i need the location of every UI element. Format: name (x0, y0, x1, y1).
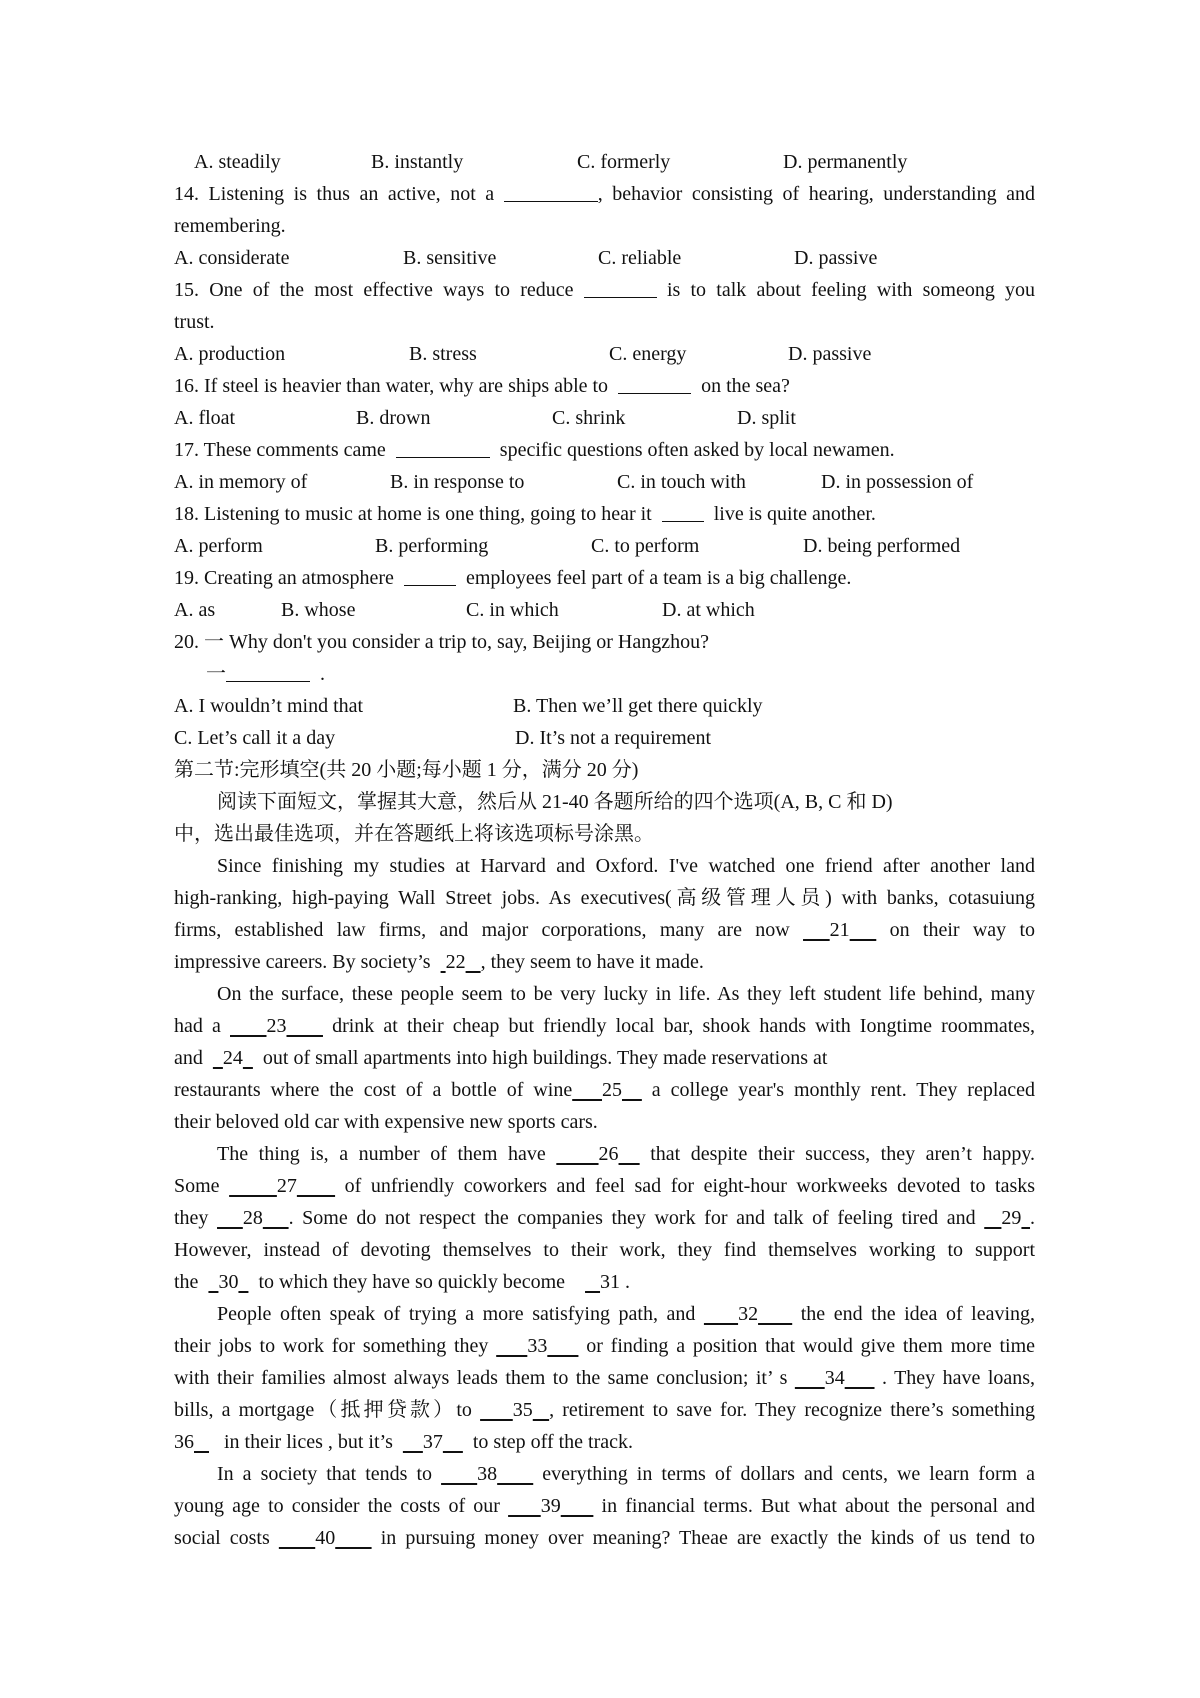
text: with their families almost always leads them to the same conclusion; it’ s (174, 1367, 788, 1389)
blank-number: 35 (512, 1399, 533, 1421)
q19-stem-text: 19. Creating an atmosphere (174, 567, 394, 589)
blank-39 (508, 1495, 593, 1517)
q17-stem-text-2: specific questions often asked by local newamen. (499, 439, 895, 461)
q13-option-a: A. steadily (194, 151, 281, 173)
q13-options (174, 146, 1035, 178)
text: bills, a mortgage（抵押贷款）to (174, 1399, 472, 1421)
q13-option-d: D. permanently (783, 151, 908, 173)
q18-option-d: D. being performed (803, 535, 961, 557)
blank-number: 26 (598, 1143, 619, 1165)
q20-period: . (320, 663, 325, 685)
q16-option-a: A. float (174, 407, 236, 429)
q13-option-b: B. instantly (371, 151, 464, 173)
blank-37 (403, 1431, 463, 1453)
q17-option-a: A. in memory of (174, 471, 308, 493)
blank-26 (556, 1143, 639, 1165)
blank-21 (803, 919, 876, 941)
q15-stem-cont: trust. (174, 311, 215, 333)
section2-instructions: 阅读下面短文，掌握其大意，然后从 21-40 各题所给的四个选项(A, B, C 和 D) (217, 791, 893, 813)
passage-p4-line4 (174, 1394, 1035, 1426)
q20-dash: 一 (206, 663, 226, 685)
blank-number: 21 (829, 919, 850, 941)
text: out of small apartments into high buildings. They made reservations at (262, 1047, 828, 1069)
passage-p3-line5 (174, 1266, 1035, 1298)
q14-stem (174, 178, 1035, 210)
blank-31 (585, 1271, 630, 1293)
passage-p3-line4: However, instead of devoting themselves to their work, they find themselves working to support (174, 1239, 1035, 1261)
q20-options-row1 (174, 690, 1035, 722)
blank-number: 28 (242, 1207, 263, 1229)
text: . Some do not respect the companies they work for and talk of feeling tired and (288, 1207, 976, 1229)
blank-number: 27 (276, 1175, 297, 1197)
q16-stem (174, 370, 1035, 402)
blank-number: 32 (738, 1303, 759, 1325)
passage-p5-line3 (174, 1522, 1035, 1554)
passage-p3-line1 (174, 1138, 1035, 1170)
q15-option-a: A. production (174, 343, 286, 365)
passage-p1-line3 (174, 914, 1035, 946)
q18-option-c: C. to perform (591, 535, 700, 557)
blank-number: 38 (477, 1463, 498, 1485)
passage-p4-line1 (174, 1298, 1035, 1330)
q17-options (174, 466, 1035, 498)
passage-p2-line2 (174, 1010, 1035, 1042)
q15-stem-text-2: is to talk about feeling with someong you (666, 279, 1036, 301)
q17-stem-text: 17. These comments came (174, 439, 386, 461)
blank-38 (441, 1463, 533, 1485)
q20-answer-line (174, 658, 1035, 690)
q17-option-b: B. in response to (390, 471, 525, 493)
blank-24 (213, 1047, 253, 1069)
q16-option-c: C. shrink (552, 407, 626, 429)
q19-stem-text-2: employees feel part of a team is a big challenge. (465, 567, 852, 589)
q15-blank (584, 275, 657, 298)
q15-option-b: B. stress (409, 343, 477, 365)
blank-25 (572, 1079, 642, 1101)
blank-33 (496, 1335, 578, 1357)
q14-option-d: D. passive (794, 247, 878, 269)
q18-stem-text-2: live is quite another. (713, 503, 876, 525)
text: the end the idea of leaving, (800, 1303, 1036, 1325)
text: young age to consider the costs of our (174, 1495, 500, 1517)
passage-p4-line5 (174, 1426, 1035, 1458)
blank-36 (174, 1431, 209, 1453)
q17-option-c: C. in touch with (617, 471, 746, 493)
q15-stem (174, 274, 1035, 306)
blank-34 (795, 1367, 875, 1389)
blank-number: 29 (1001, 1207, 1022, 1229)
q20-option-c: C. Let’s call it a day (174, 727, 336, 749)
text: a college year's monthly rent. They replaced (651, 1079, 1036, 1101)
passage-p1-line4 (174, 946, 1035, 978)
text: they (174, 1207, 209, 1229)
text: in their lices , but it’s (224, 1431, 393, 1453)
blank-number: 36 (174, 1431, 194, 1453)
blank-40 (279, 1527, 372, 1549)
passage-p1-line1: Since finishing my studies at Harvard and Oxford. I've watched one friend after another land (217, 855, 1035, 877)
text: impressive careers. By society’s (174, 951, 431, 973)
text: People often speak of trying a more satisfying path, and (217, 1303, 696, 1325)
text: or finding a position that would give them more time (586, 1335, 1036, 1357)
passage-p2-line4 (174, 1074, 1035, 1106)
q15-stem-text: 15. One of the most effective ways to reduce (174, 279, 574, 301)
text: . (1030, 1207, 1036, 1229)
passage-p5-line1 (174, 1458, 1035, 1490)
text: The thing is, a number of them have (217, 1143, 546, 1165)
blank-number: 23 (266, 1015, 287, 1037)
q16-option-d: D. split (737, 407, 796, 429)
text: the (174, 1271, 199, 1293)
blank-29 (984, 1207, 1030, 1229)
text: that despite their success, they aren’t happy. (650, 1143, 1036, 1165)
blank-30 (208, 1271, 248, 1293)
blank-number: 33 (527, 1335, 548, 1357)
q19-options (174, 594, 1035, 626)
passage-p4-line2 (174, 1330, 1035, 1362)
blank-28 (217, 1207, 289, 1229)
text: restaurants where the cost of a bottle of wine (174, 1079, 573, 1101)
passage-p5-line2 (174, 1490, 1035, 1522)
q14-option-c: C. reliable (598, 247, 682, 269)
q18-stem (174, 498, 1035, 530)
q16-option-b: B. drown (356, 407, 431, 429)
text: to step off the track. (472, 1431, 634, 1453)
q19-option-a: A. as (174, 599, 216, 621)
blank-number: 30 (218, 1271, 239, 1293)
text: social costs (174, 1527, 270, 1549)
q19-option-c: C. in which (466, 599, 559, 621)
section2-heading: 第二节:完形填空(共 20 小题;每小题 1 分，满分 20 分) (174, 759, 639, 781)
q18-option-b: B. performing (375, 535, 489, 557)
q18-options (174, 530, 1035, 562)
q18-blank (662, 499, 704, 522)
q14-option-b: B. sensitive (403, 247, 497, 269)
q14-blank (504, 179, 598, 202)
text: In a society that tends to (217, 1463, 433, 1485)
blank-number: 24 (222, 1047, 243, 1069)
q14-options (174, 242, 1035, 274)
q13-option-c: C. formerly (577, 151, 671, 173)
passage-p3-line2 (174, 1170, 1035, 1202)
q16-options (174, 402, 1035, 434)
blank-number: 40 (315, 1527, 336, 1549)
q19-blank (404, 563, 456, 586)
text: and (174, 1047, 203, 1069)
text: of unfriendly coworkers and feel sad for eight-hour workweeks devoted to tasks (344, 1175, 1036, 1197)
q17-blank (396, 435, 490, 458)
passage-p3-line3 (174, 1202, 1035, 1234)
passage-p4-line3 (174, 1362, 1035, 1394)
text: in financial terms. But what about the personal and (601, 1495, 1036, 1517)
text: their jobs to work for something they (174, 1335, 489, 1357)
q20-blank (226, 659, 310, 682)
q14-stem-text: 14. Listening is thus an active, not a (174, 183, 495, 205)
q20-option-d: D. It’s not a requirement (515, 727, 712, 749)
text: drink at their cheap but friendly local bar, shook hands with Iongtime roommates, (332, 1015, 1036, 1037)
text: , retirement to save for. They recognize there’s something (549, 1399, 1036, 1421)
q19-option-b: B. whose (281, 599, 356, 621)
text: everything in terms of dollars and cents, we learn form a (542, 1463, 1036, 1485)
blank-number: 31 . (600, 1271, 631, 1293)
blank-number: 22 (445, 951, 466, 973)
q19-option-d: D. at which (662, 599, 755, 621)
q15-option-d: D. passive (788, 343, 872, 365)
text: , they seem to have it made. (480, 951, 704, 973)
text: Some (174, 1175, 220, 1197)
q18-stem-text: 18. Listening to music at home is one thing, going to hear it (174, 503, 652, 525)
q15-option-c: C. energy (609, 343, 687, 365)
passage-p1-line2: high-ranking, high-paying Wall Street jobs. As executives(高级管理人员) with banks, cotasuiung (174, 887, 1035, 909)
q17-option-d: D. in possession of (821, 471, 974, 493)
q16-stem-text: 16. If steel is heavier than water, why are ships able to (174, 375, 609, 397)
blank-number: 25 (602, 1079, 622, 1101)
text: . They have loans, (881, 1367, 1036, 1389)
blank-27 (229, 1175, 335, 1197)
text: had a (174, 1015, 221, 1037)
q14-stem-text-2: , behavior consisting of hearing, understanding and (597, 183, 1036, 205)
q14-stem-cont: remembering. (174, 215, 286, 237)
q17-stem (174, 434, 1035, 466)
q20-options-row2 (174, 722, 1035, 754)
q20-option-a: A. I wouldn’t mind that (174, 695, 364, 717)
text: on their way to (889, 919, 1036, 941)
text: firms, established law firms, and major corporations, many are now (174, 919, 790, 941)
passage-p2-line1: On the surface, these people seem to be very lucky in life. As they left student life behind, many (217, 983, 1035, 1005)
blank-35 (480, 1399, 549, 1421)
q20-stem: 20. 一 Why don't you consider a trip to, say, Beijing or Hangzhou? (174, 631, 709, 653)
q16-blank (618, 371, 691, 394)
blank-number: 39 (540, 1495, 561, 1517)
blank-32 (704, 1303, 792, 1325)
passage-p2-line5: their beloved old car with expensive new sports cars. (174, 1111, 598, 1133)
q14-option-a: A. considerate (174, 247, 290, 269)
q16-stem-text-2: on the sea? (701, 375, 790, 397)
text: to which they have so quickly become (258, 1271, 566, 1293)
text: in pursuing money over meaning? Theae are exactly the kinds of us tend to (380, 1527, 1036, 1549)
exam-content (174, 146, 1035, 1554)
q19-stem (174, 562, 1035, 594)
blank-number: 37 (422, 1431, 443, 1453)
blank-22 (441, 951, 481, 973)
blank-23 (230, 1015, 323, 1037)
passage-p2-line3 (174, 1042, 1035, 1074)
section2-instructions-cont: 中，选出最佳选项，并在答题纸上将该选项标号涂黑。 (174, 823, 654, 845)
q18-option-a: A. perform (174, 535, 263, 557)
blank-number: 34 (824, 1367, 845, 1389)
q15-options (174, 338, 1035, 370)
q20-option-b: B. Then we’ll get there quickly (513, 695, 763, 717)
